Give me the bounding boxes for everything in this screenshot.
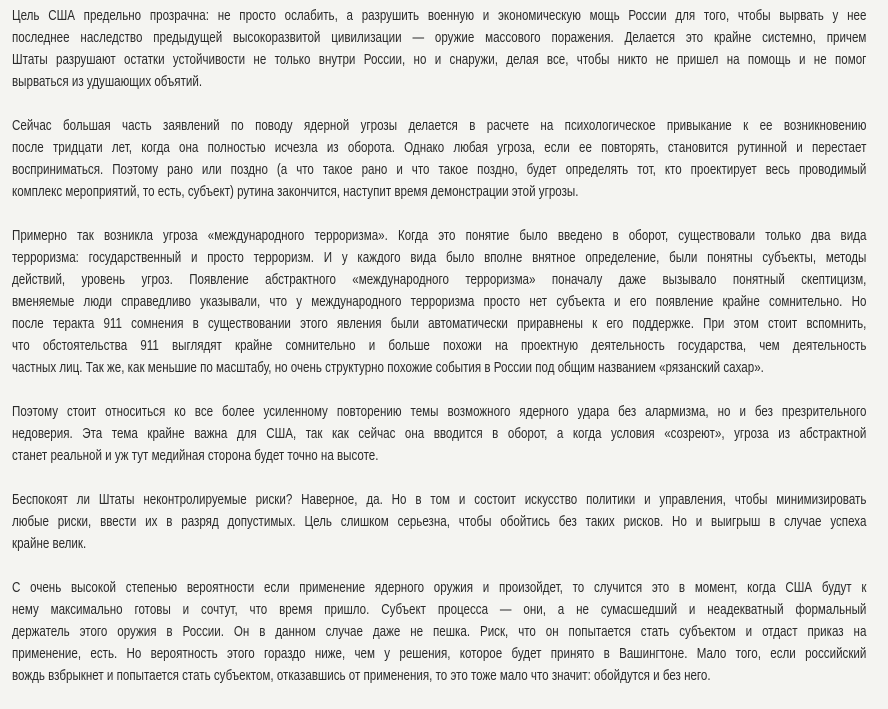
paragraph-line: недоверия. Эта тема крайне важна для США, так как сейчас она вводится в оборот, а когда условия «созреют», угроза из абстрактной [12,426,867,442]
paragraph-line: что обстоятельства 911 выглядят крайне сомнительно и больше похожи на проектную деятельность государства, чем деятельность [12,338,867,354]
paragraph-line: действий, уровень угроз. Появление абстрактного «международного терроризма» поначалу даже вызывало понятный скептицизм, [12,272,867,288]
paragraph-line: вождь взбрыкнет и попытается стать субъектом, отказавшись от применения, то это тоже мало что значит: обойдутся и без него. [12,668,711,684]
paragraph-line: станет реальной и уж тут медийная сторона будет точно на высоте. [12,448,379,464]
paragraph-line: любые риски, ввести их в разряд допустимых. Цель слишком серьезна, чтобы обойтись без таких рисков. Но и выигрыш в случае успеха [12,514,867,530]
paragraph-line: Беспокоят ли Штаты неконтролируемые риски? Наверное, да. Но в том и состоит искусство политики и управления, чтобы минимизировать [12,492,867,508]
paragraph-line: крайне велик. [12,536,87,552]
paragraph-line: после теракта 911 сомнения в существовании этого явления были автоматически приравнены к его поддержке. При этом стоит вспомнить, [12,316,867,332]
paragraph-line: последнее наследство предыдущей высокоразвитой цивилизации — оружие массового поражения. Делается это крайне системно, причем [12,30,867,46]
paragraph [12,401,866,467]
paragraph [12,577,866,687]
paragraph-line: Поэтому стоит относиться ко все более усиленному повторению темы возможного ядерного удара без алармизма, но и без презрительного [12,404,867,420]
paragraph-line: Сейчас большая часть заявлений по поводу ядерной угрозы делается в расчете на психологическое привыкание к ее возникновению [12,118,867,134]
paragraph-line: после тридцати лет, когда она полностью исчезла из оборота. Однако любая угроза, если ее повторять, становится рутинной и перестает [12,140,867,156]
article-body [12,5,866,709]
paragraph [12,489,866,555]
paragraph-line: вырваться из удушающих объятий. [12,74,203,90]
paragraph [12,225,866,379]
paragraph-line: восприниматься. Поэтому рано или поздно (а что такое рано и что такое поздно, будет определять тот, кто проектирует весь проводимый [12,162,867,178]
paragraph-line: применение, есть. Но вероятность этого гораздо ниже, чем у решения, которое будет принято в Вашингтоне. Мало того, если российский [12,646,867,662]
paragraph-line: комплекс мероприятий, то есть, субъект) рутина закончится, наступит время демонстрации этой угрозы. [12,184,579,200]
paragraph-line: частных лиц. Так же, как меньшие по масштабу, но очень структурно похожие события в России под общим названием «рязанский сахар». [12,360,764,376]
paragraph [12,5,866,93]
paragraph-line: Примерно так возникла угроза «международного терроризма». Когда это понятие было введено в оборот, существовали только два вида [12,228,867,244]
paragraph [12,115,866,203]
paragraph-line: вменяемые люди справедливо указывали, что у международного терроризма просто нет субъекта и его появление крайне сомнительно. Но [12,294,867,310]
paragraph-line: держатель этого оружия в России. Он в данном случае даже не пешка. Риск, что он попытается стать субъектом и отдаст приказ на [12,624,867,640]
paragraph-line: Цель США предельно прозрачна: не просто ослабить, а разрушить военную и экономическую мощь России для того, чтобы вырвать у нее [12,8,867,24]
paragraph-line: Штаты разрушают остатки устойчивости не только внутри России, но и снаружи, делая все, чтобы никто не пришел на помощь и не помог [12,52,867,68]
paragraph-line: С очень высокой степенью вероятности если применение ядерного оружия и произойдет, то случится это в момент, когда США будут к [12,580,867,596]
paragraph-line: нему максимально готовы и сочтут, что время пришло. Субъект процесса — они, а не сумасшедший и неадекватный формальный [12,602,867,618]
paragraph-line: терроризма: государственный и просто терроризм. И у каждого вида было вполне внятное определение, были понятны субъекты, методы [12,250,867,266]
